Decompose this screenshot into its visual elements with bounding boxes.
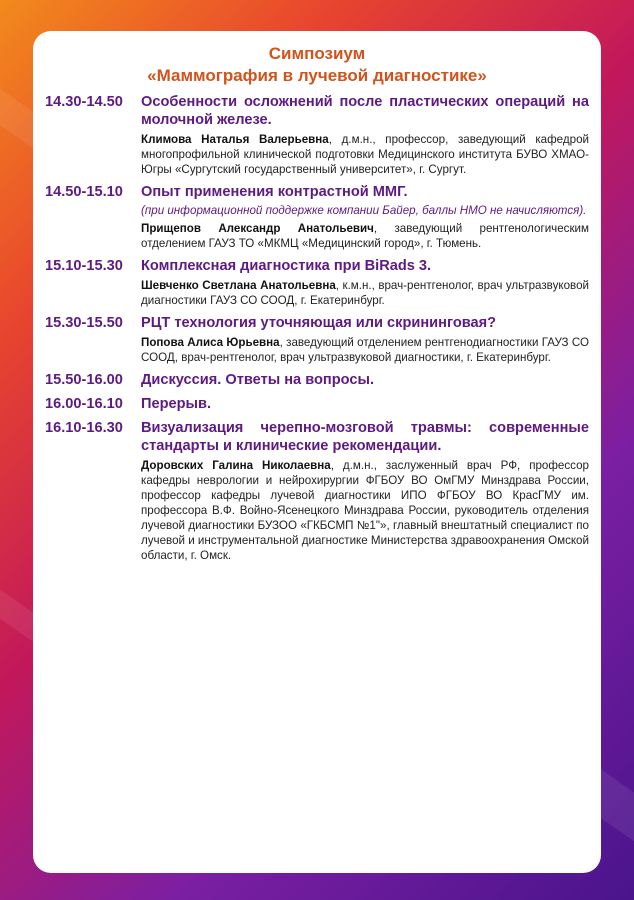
speaker-details: , заведующий отделением рентгенодиагностики ГАУЗ СО СООД, врач-рентгенолог, врач ультразвуковой диагностики, г. Екатеринбург. [141, 336, 589, 364]
session-content [141, 257, 589, 308]
session-row [45, 419, 589, 563]
session-row [45, 371, 589, 389]
session-content [141, 314, 589, 365]
session-content [141, 183, 589, 251]
session-speaker [141, 132, 589, 177]
title-line-1: Симпозиум [268, 44, 366, 63]
title-line-2: «Маммография в лучевой диагностике» [147, 66, 487, 85]
session-topic: Особенности осложнений после пластических операций на молочной железе. [141, 94, 589, 128]
session-content [141, 93, 589, 177]
session-content [141, 371, 589, 389]
session-time: 15.10-15.30 [45, 258, 123, 274]
session-topic: Перерыв. [141, 396, 212, 412]
session-row [45, 183, 589, 251]
speaker-name: Попова Алиса Юрьевна [141, 336, 280, 349]
session-note: (при информационной поддержке компании Байер, баллы НМО не начисляются). [141, 204, 587, 217]
session-row [45, 93, 589, 177]
session-row [45, 257, 589, 308]
session-time: 16.10-16.30 [45, 420, 123, 436]
session-content [141, 419, 589, 563]
session-time: 14.50-15.10 [45, 184, 123, 200]
speaker-details: , д.м.н., заслуженный врач РФ, профессор кафедры неврологии и нейрохирургии ФГБОУ ВО ОмГМУ Минздрава России, профессор кафедры лучевой диагностики ИПО ФГБОУ ВО КрасГМУ им. профессора В.Ф. Войно-Ясенецкого Минздрава России, руководитель отделения лучевой диагностики БУЗОО «ГКБСМП №1"», главный внештатный специалист по лучевой и инструментальной диагностике Министерства здравоохранения Омской области, г. Омск. [141, 459, 589, 562]
session-speaker [141, 335, 589, 365]
session-speaker [141, 278, 589, 308]
speaker-name: Климова Наталья Валерьевна [141, 133, 329, 146]
session-time: 15.50-16.00 [45, 372, 123, 388]
session-row [45, 314, 589, 365]
speaker-details: , д.м.н., профессор, заведующий кафедрой многопрофильной клинической подготовки Медицинского института БУВО ХМАО-Югры «Сургутский государственный университет», г. Сургут. [141, 133, 589, 176]
symposium-title [45, 43, 589, 87]
session-topic: РЦТ технология уточняющая или скрининговая? [141, 315, 497, 331]
session-speaker [141, 458, 589, 563]
session-topic: Визуализация черепно-мозговой травмы: современные стандарты и клинические рекомендации. [141, 420, 589, 454]
session-topic: Опыт применения контрастной ММГ. [141, 184, 408, 200]
speaker-details: , заведующий рентгенологическим отделением ГАУЗ ТО «МКМЦ «Медицинский город», г. Тюмень. [141, 222, 589, 250]
speaker-name: Шевченко Светлана Анатольевна [141, 279, 336, 292]
session-time: 14.30-14.50 [45, 94, 123, 110]
session-content [141, 395, 589, 413]
session-speaker [141, 221, 589, 251]
speaker-name: Доровских Галина Николаевна [141, 459, 331, 472]
session-row [45, 395, 589, 413]
speaker-name: Прищепов Александр Анатольевич [141, 222, 374, 235]
session-time: 16.00-16.10 [45, 396, 123, 412]
program-card [33, 31, 601, 873]
session-topic: Дискуссия. Ответы на вопросы. [141, 372, 375, 388]
speaker-details: , к.м.н., врач-рентгенолог, врач ультразвуковой диагностики ГАУЗ СО СООД, г. Екатеринбург. [141, 279, 589, 307]
session-time: 15.30-15.50 [45, 315, 123, 331]
session-topic: Комплексная диагностика при BiRads 3. [141, 258, 432, 274]
